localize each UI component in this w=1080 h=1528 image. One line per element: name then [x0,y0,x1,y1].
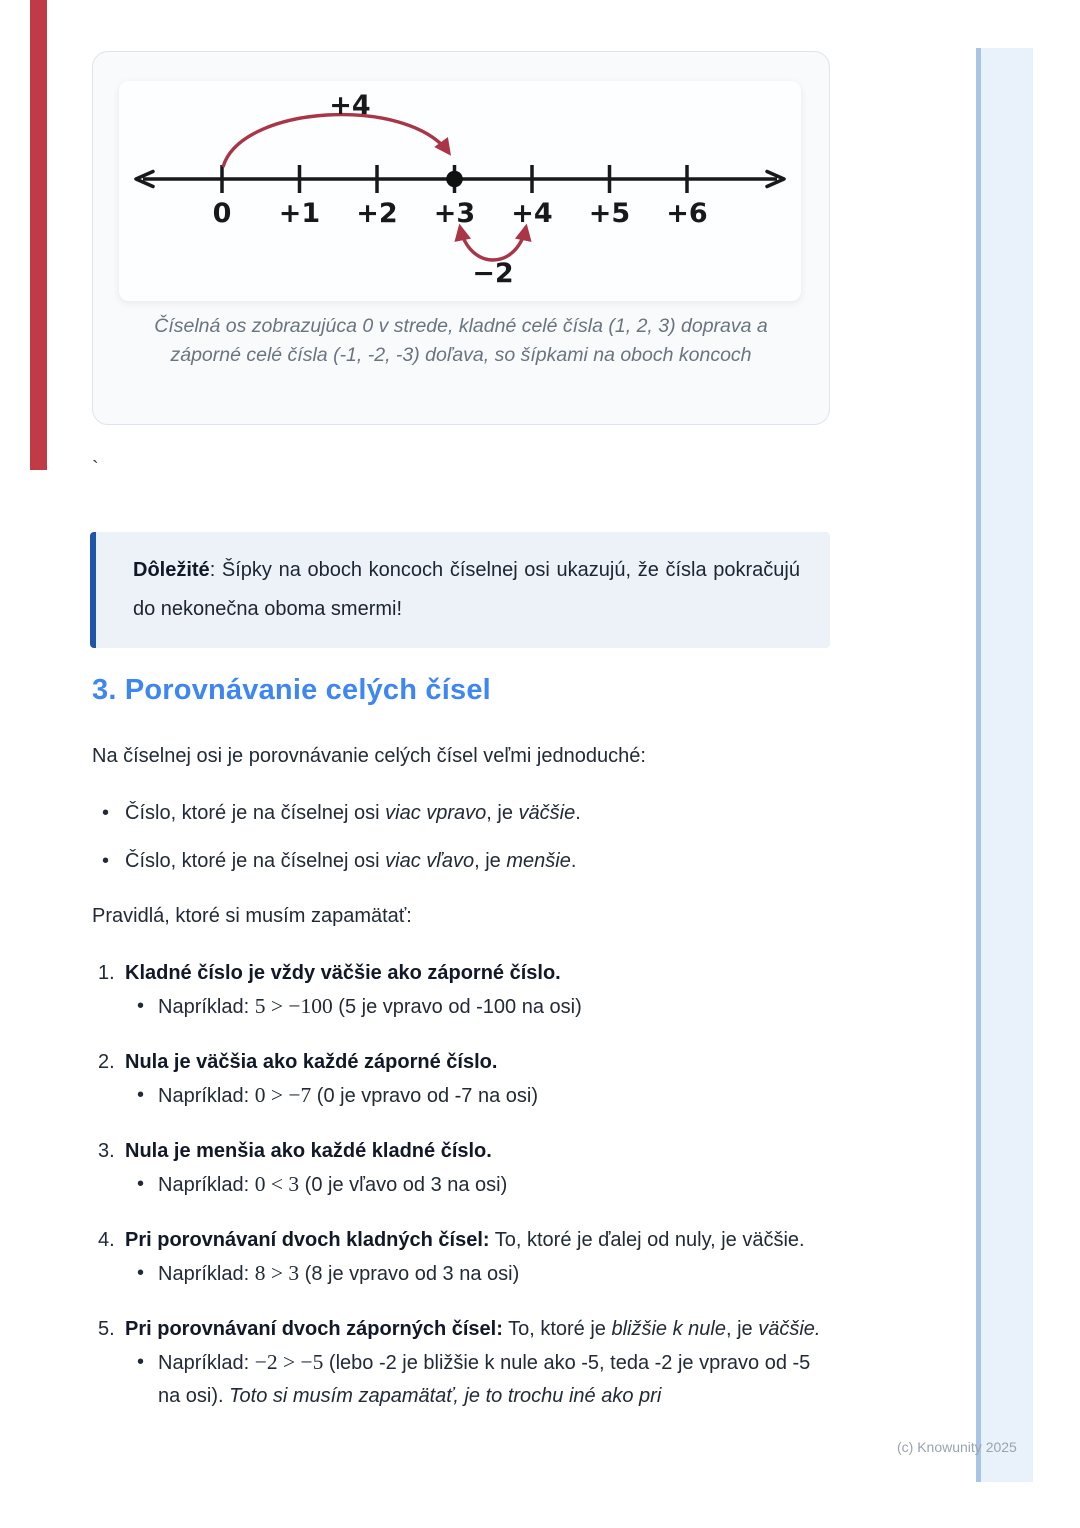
rule-title-bold: Nula je väčšia ako každé záporné číslo. [125,1051,498,1073]
rule-title-bold: Pri porovnávaní dvoch kladných čísel: [125,1229,490,1251]
rule-title-text: To, ktoré je [502,1318,612,1340]
bullet-marker: • [137,1084,145,1106]
copyright-watermark: (c) Knowunity 2025 [897,1439,1017,1455]
rule-item [92,1135,834,1202]
bullet-marker: • [102,850,110,872]
bullet-text-italic: väčšie [518,802,576,824]
rule-item [92,1224,834,1291]
rule-number: 5. [98,1318,115,1340]
rule-example [125,1168,834,1202]
bullet-marker: • [137,1351,145,1373]
note-text: : Šípky na oboch koncoch číselnej osi ukazujú, že čísla pokračujú do nekonečna oboma smermi! [133,559,800,620]
section-heading: 3. Porovnávanie celých čísel [92,674,491,706]
tick-label: +4 [511,198,553,229]
example-label: Napríklad: [158,1263,255,1285]
number-line-svg [119,81,801,301]
bullet-text: , je [474,850,507,872]
example-note-italic: Toto si musím zapamätať, je to trochu iné ako pri [229,1385,662,1407]
important-note [90,532,830,648]
rule-title-text: , je [725,1318,759,1340]
example-label: Napríklad: [158,1174,255,1196]
rule-example [125,1257,834,1291]
tick-label: +1 [278,198,321,229]
red-accent-bar [30,0,47,470]
arc-label-minus2: −2 [472,258,514,289]
bullet-marker: • [137,995,145,1017]
example-text: (0 je vľavo od 3 na osi) [299,1174,508,1196]
figure-caption [93,312,829,370]
example-label: Napríklad: [158,1085,255,1107]
bullet-text: . [575,802,581,824]
rule-item [92,1313,834,1413]
rule-title-italic: väčšie. [758,1318,821,1340]
bullet-marker: • [102,802,110,824]
rules-list [92,957,834,1413]
right-scroll-track[interactable] [976,48,1033,1482]
example-label: Napríklad: [158,996,255,1018]
rule-example [125,1346,834,1413]
bullet-text: , je [486,802,519,824]
rule-title [125,1224,834,1257]
example-text: (lebo -2 je bližšie k nule ako -5, teda -2 je vpravo od -5 na osi). [158,1352,811,1407]
bullet-marker: • [137,1262,145,1284]
example-label: Napríklad: [158,1352,255,1374]
figure-caption-line1: Číselná os zobrazujúca 0 v strede, kladné celé čísla (1, 2, 3) doprava a [154,315,768,337]
rule-number: 3. [98,1140,115,1162]
bullet-text: . [570,850,577,872]
rule-title-bold: Pri porovnávaní dvoch záporných čísel: [125,1318,503,1340]
tick-label: +5 [588,198,631,229]
rule-example [125,1079,834,1113]
figure-caption-line2: záporné celé čísla (-1, -2, -3) doľava, so šípkami na oboch koncoch [170,344,752,366]
tick-labels [213,198,708,229]
jump-arc-plus4 [223,115,449,167]
point-dot [446,171,463,188]
bullet-text-italic: viac vľavo [385,850,475,872]
rule-item [92,957,834,1024]
math-expression: 5 > −100 [254,994,333,1018]
arc-label-plus4: +4 [329,90,371,121]
tick-label: 0 [212,198,232,229]
rule-title-bold: Nula je menšia ako každé kladné číslo. [125,1140,492,1162]
intro-paragraph: Na číselnej osi je porovnávanie celých čísel veľmi jednoduché: [92,745,646,767]
note-label: Dôležité [133,559,210,581]
rule-title-bold: Kladné číslo je vždy väčšie ako záporné číslo. [125,962,561,984]
figure-card [92,51,830,425]
rules-intro-paragraph: Pravidlá, ktoré si musím zapamätať: [92,905,412,927]
tick-label: +2 [356,198,398,229]
example-text: (5 je vpravo od -100 na osi) [332,996,582,1018]
rule-example [125,990,834,1024]
stray-backtick: ` [92,458,99,480]
rule-title [125,1135,834,1168]
bullet-marker: • [137,1173,145,1195]
example-text: (8 je vpravo od 3 na osi) [299,1263,520,1285]
tick-label: +3 [433,198,476,229]
tick-label: +6 [666,198,708,229]
rule-number: 4. [98,1229,115,1251]
number-line-figure [119,81,801,301]
rule-title-italic: bližšie k nule [611,1318,726,1340]
rule-title [125,1046,834,1079]
list-item [92,845,834,878]
comparison-bullet-list [92,797,834,878]
math-expression: 8 > 3 [254,1261,300,1285]
section-content [92,740,834,1435]
rule-title [125,957,834,990]
rule-number: 2. [98,1051,115,1073]
rule-title-text: To, ktoré je ďalej od nuly, je väčšie. [489,1229,805,1251]
bullet-text-italic: menšie [506,850,571,872]
math-expression: 0 > −7 [254,1083,312,1107]
math-expression: 0 < 3 [254,1172,300,1196]
jump-arc-minus2 [460,227,526,260]
bullet-text: Číslo, ktoré je na číselnej osi [125,802,386,824]
bullet-text-italic: viac vpravo [385,802,487,824]
list-item [92,797,834,830]
bullet-text: Číslo, ktoré je na číselnej osi [125,850,386,872]
rule-number: 1. [98,962,115,984]
example-text: (0 je vpravo od -7 na osi) [311,1085,539,1107]
rule-item [92,1046,834,1113]
math-expression: −2 > −5 [254,1350,324,1374]
rule-title [125,1313,834,1346]
